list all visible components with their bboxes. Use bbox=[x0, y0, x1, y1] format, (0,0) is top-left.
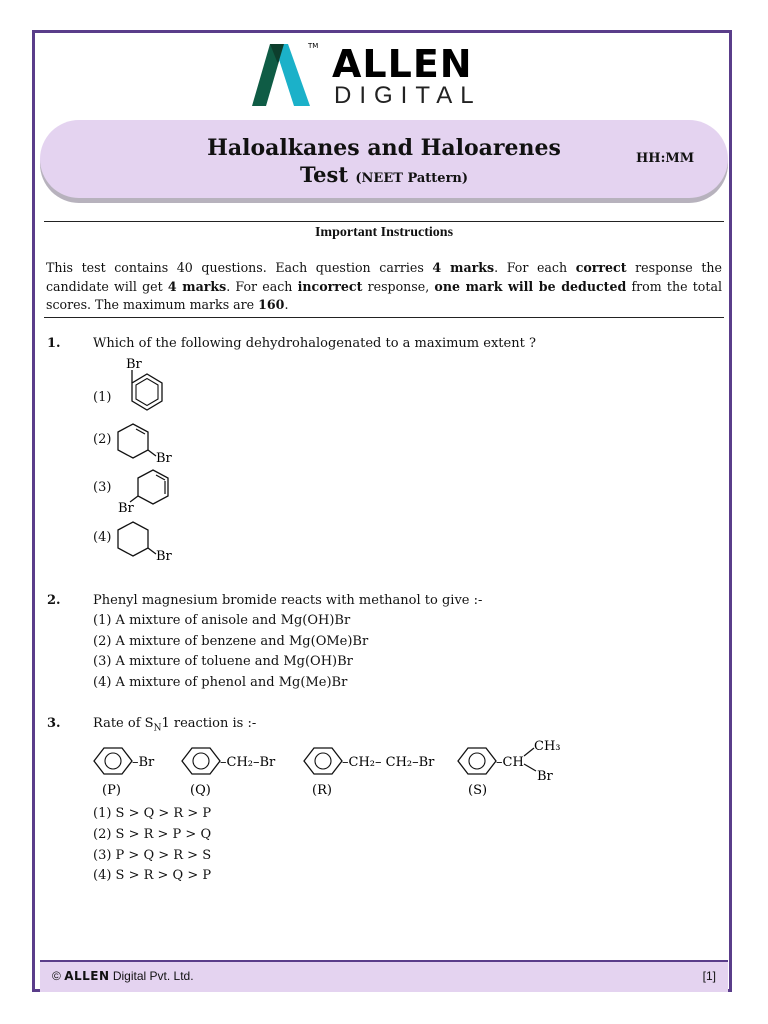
question-number: 3. bbox=[47, 716, 61, 731]
neet-pattern-label: (NEET Pattern) bbox=[355, 171, 469, 186]
question-text: Which of the following dehydrohalogenated to a maximum extent ? bbox=[93, 336, 536, 351]
instructions-heading: Important Instructions bbox=[314, 225, 454, 240]
allen-logo-mark-icon bbox=[248, 40, 328, 110]
structure-s-methyl: CH₃ bbox=[534, 739, 561, 754]
divider bbox=[44, 221, 724, 222]
page-footer bbox=[40, 960, 728, 992]
structure-s-substituent: –CH bbox=[496, 755, 524, 770]
bromocyclohexane-structure bbox=[112, 518, 182, 566]
question-text: Phenyl magnesium bromide reacts with methanol to give :- bbox=[93, 593, 483, 608]
structure-s-label: (S) bbox=[468, 783, 488, 798]
question-number: 1. bbox=[47, 336, 61, 351]
bromine-label: Br bbox=[156, 549, 172, 564]
option-label: (3) bbox=[93, 480, 112, 495]
sn1-structures bbox=[90, 736, 570, 800]
footer-brand: ALLEN bbox=[64, 969, 110, 983]
footer-copyright: © ALLEN Digital Pvt. Ltd. bbox=[52, 969, 194, 983]
option-label: (2) bbox=[93, 432, 112, 447]
option-text: (2) A mixture of benzene and Mg(OMe)Br bbox=[93, 634, 369, 649]
structure-r-label: (R) bbox=[312, 783, 332, 798]
option-text: (2) S > R > P > Q bbox=[93, 827, 212, 842]
brand-name: ALLEN bbox=[332, 42, 473, 86]
structure-q-substituent: –CH₂–Br bbox=[220, 755, 276, 770]
structure-r-substituent: –CH₂– CH₂–Br bbox=[342, 755, 435, 770]
structure-p-label: (P) bbox=[102, 783, 121, 798]
bromine-label: Br bbox=[156, 451, 172, 466]
option-label: (4) bbox=[93, 530, 112, 545]
option-text: (4) S > R > Q > P bbox=[93, 868, 212, 883]
option-text: (4) A mixture of phenol and Mg(Me)Br bbox=[93, 675, 348, 690]
divider bbox=[44, 317, 724, 318]
page-number: [1] bbox=[702, 969, 716, 983]
allen-digital-logo bbox=[248, 40, 518, 112]
instructions-text: This test contains 40 questions. Each question carries 4 marks. For each correct response the candidate will get 4 marks. For each incorrect response, one mark will be deducted from the total scores. The maximum marks are 160. bbox=[46, 260, 722, 312]
bromocyclohexadiene-structure bbox=[112, 466, 182, 516]
question-number: 2. bbox=[47, 593, 61, 608]
option-text: (3) P > Q > R > S bbox=[93, 848, 212, 863]
option-text: (1) S > Q > R > P bbox=[93, 806, 212, 821]
bromine-label: Br bbox=[126, 357, 142, 372]
test-subject-title: Haloalkanes and Haloarenes bbox=[207, 135, 561, 161]
brand-subtitle: DIGITAL bbox=[334, 82, 482, 109]
option-label: (1) bbox=[93, 390, 112, 405]
test-title-banner bbox=[40, 120, 728, 198]
trademark-mark: TM bbox=[308, 42, 319, 50]
bromobenzene-structure bbox=[112, 356, 172, 418]
option-text: (1) A mixture of anisole and Mg(OH)Br bbox=[93, 613, 351, 628]
question-text: Rate of $S_N1$ reaction is :- bbox=[93, 716, 257, 734]
structure-p-substituent: –Br bbox=[132, 755, 155, 770]
option-text: (3) A mixture of toluene and Mg(OH)Br bbox=[93, 654, 353, 669]
structure-q-label: (Q) bbox=[190, 783, 211, 798]
bromocyclohexene-structure bbox=[112, 420, 182, 468]
test-word: Test bbox=[299, 162, 349, 187]
bromine-label: Br bbox=[118, 501, 134, 516]
test-pattern-title bbox=[40, 162, 728, 187]
structure-s-bromine: Br bbox=[537, 769, 553, 784]
time-placeholder: HH:MM bbox=[636, 151, 695, 166]
